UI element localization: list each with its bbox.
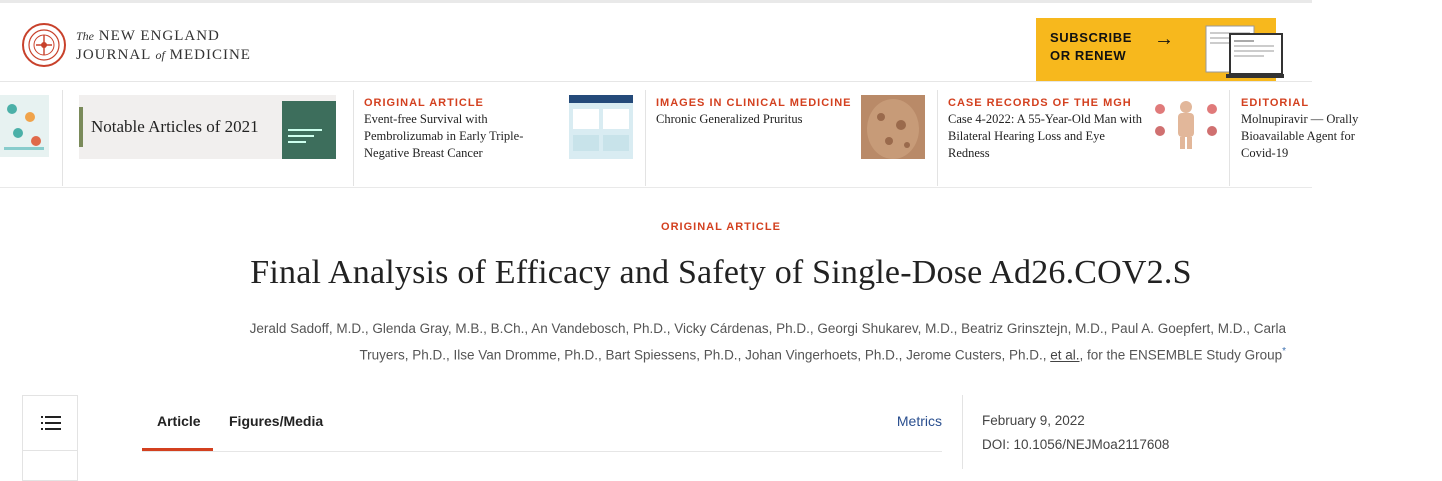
notable-articles-label: Notable Articles of 2021 [91, 117, 259, 136]
nejm-seal-icon[interactable] [22, 23, 66, 67]
doi: DOI: 10.1056/NEJMoa2117608 [982, 437, 1170, 452]
feature-card-1[interactable] [364, 95, 564, 200]
subscribe-line-2: OR RENEW [1050, 48, 1127, 63]
subscribe-label [1050, 29, 1132, 65]
card-title[interactable]: Molnupiravir — Orally Bioavailable Agent for Covid-19 [1241, 112, 1359, 160]
table-of-contents-button[interactable] [22, 395, 78, 451]
footnote-star[interactable]: * [1282, 346, 1286, 357]
publication-date: February 9, 2022 [982, 413, 1085, 428]
card-kicker: IMAGES IN CLINICAL MEDICINE [656, 97, 852, 109]
side-tool-button[interactable] [22, 451, 78, 481]
divider [1229, 90, 1230, 186]
banner-accent-bar [79, 107, 83, 147]
skin-image-thumbnail[interactable] [861, 95, 925, 159]
journal-logo[interactable] [76, 27, 251, 65]
notable-articles-book-cover [282, 101, 336, 159]
card-title[interactable]: Chronic Generalized Pruritus [656, 112, 803, 126]
subscribe-line-1: SUBSCRIBE [1050, 30, 1132, 45]
tnbc-infographic-thumbnail[interactable] [569, 95, 633, 159]
logo-journal: JOURNAL [76, 47, 151, 63]
logo-the: The [76, 29, 94, 43]
metrics-link[interactable]: Metrics [896, 413, 942, 429]
article-type-kicker[interactable]: ORIGINAL ARTICLE [661, 221, 781, 233]
article-title: Final Analysis of Efficacy and Safety of Single-Dose Ad26.COV2.S [250, 254, 1192, 291]
feature-card-2[interactable] [656, 95, 856, 200]
notable-articles-banner[interactable] [79, 95, 336, 159]
card-kicker: ORIGINAL ARTICLE [364, 97, 484, 109]
feature-card-3[interactable] [948, 95, 1148, 200]
logo-medicine: MEDICINE [169, 47, 251, 63]
active-tab-indicator [142, 448, 213, 451]
list-icon [41, 416, 61, 430]
featured-strip [0, 82, 1359, 188]
feature-card-4[interactable] [1241, 95, 1361, 200]
authors-line-1: Jerald Sadoff, M.D., Glenda Gray, M.B., B.Ch., An Vandebosch, Ph.D., Vicky Cárdenas, Ph.D., Georgi Shukarev, M.D., Beatriz Grinsztejn, M.D., Paul A. Goepfert, M.D., Carla [249, 321, 1286, 336]
logo-new-england: NEW ENGLAND [98, 28, 220, 44]
infographic-thumbnail[interactable] [0, 95, 49, 157]
divider [937, 90, 938, 186]
card-kicker: EDITORIAL [1241, 97, 1310, 109]
divider [962, 395, 963, 469]
divider [353, 90, 354, 186]
author-list [106, 317, 1286, 367]
subscribe-button[interactable] [1036, 18, 1276, 81]
site-header [0, 0, 1312, 82]
authors-line-2-text: Truyers, Ph.D., Ilse Van Dromme, Ph.D., Bart Spiessens, Ph.D., Johan Vingerhoets, Ph.D., Jerome Custers, Ph.D., [359, 347, 1051, 363]
authors-line-2 [106, 340, 1286, 367]
divider [62, 90, 63, 186]
divider [645, 90, 646, 186]
case-figure-thumbnail[interactable] [1152, 95, 1220, 151]
card-kicker: CASE RECORDS OF THE MGH [948, 97, 1132, 109]
arrow-right-icon: → [1154, 28, 1174, 50]
card-title[interactable]: Event-free Survival with Pembrolizumab in Early Triple-Negative Breast Cancer [364, 112, 524, 160]
tab-figures-media[interactable]: Figures/Media [229, 413, 324, 429]
devices-illustration [1200, 24, 1284, 80]
tab-article[interactable]: Article [157, 413, 201, 429]
article-tabs [142, 395, 942, 452]
logo-of: of [155, 48, 165, 62]
study-group-text: , for the ENSEMBLE Study Group [1079, 347, 1283, 363]
et-al-link[interactable]: et al. [1050, 347, 1080, 363]
card-title[interactable]: Case 4-2022: A 55-Year-Old Man with Bilateral Hearing Loss and Eye Redness [948, 112, 1142, 160]
